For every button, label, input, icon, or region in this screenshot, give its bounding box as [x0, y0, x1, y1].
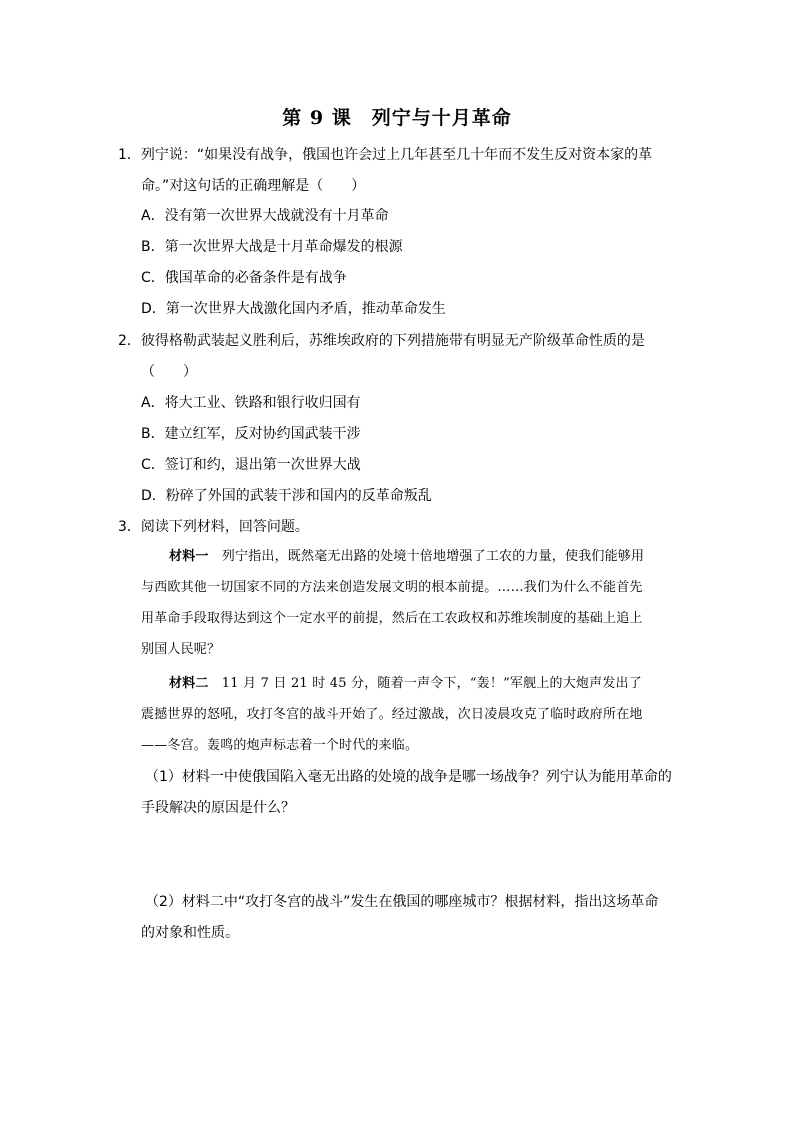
q1-stem-line1: 1．列宁说：“如果没有战争，俄国也许会过上几年甚至几十年而不发生反对资本家的革 — [118, 147, 653, 163]
q2-stem-line1: 2．彼得格勒武装起义胜利后，苏维埃政府的下列措施带有明显无产阶级革命性质的是 — [118, 333, 645, 349]
q1-option-d: D．第一次世界大战激化国内矛盾，推动革命发生 — [141, 301, 446, 317]
subquestion-1-line2: 手段解决的原因是什么？ — [141, 800, 295, 816]
subquestion-2-line2: 的对象和性质。 — [141, 925, 239, 941]
material-2-line1: 材料二 11 月 7 日 21 时 45 分，随着一声令下，“轰！”军舰上的大炮声发出了 — [169, 676, 642, 691]
material-2-line2: 震撼世界的怒吼，攻打冬宫的战斗开始了。经过激战，次日凌晨攻克了临时政府所在地 — [141, 707, 643, 722]
material-1-line4: 别国人民呢？ — [141, 642, 221, 657]
q2-option-c: C．签订和约，退出第一次世界大战 — [141, 457, 361, 473]
subquestion-1-line1: （1）材料一中使俄国陷入毫无出路的处境的战争是哪一场战争？列宁认为能用革命的 — [145, 769, 672, 785]
page-title: 第 9 课 列宁与十月革命 — [282, 107, 512, 129]
material-1-line1: 材料一 列宁指出，既然毫无出路的处境十倍地增强了工农的力量，使我们能够用 — [169, 549, 645, 564]
material-1-line2: 与西欧其他一切国家不同的方法来创造发展文明的根本前提。……我们为什么不能首先 — [141, 580, 643, 595]
material-2-line3: ——冬宫。轰鸣的炮声标志着一个时代的来临。 — [141, 738, 419, 753]
material-2-label: 材料二 — [169, 676, 209, 691]
q1-option-b: B．第一次世界大战是十月革命爆发的根源 — [141, 239, 403, 255]
material-1-line3: 用革命手段取得达到这个一定水平的前提，然后在工农政权和苏维埃制度的基础上追上 — [141, 611, 643, 626]
q2-option-a: A．将大工业、铁路和银行收归国有 — [141, 395, 361, 411]
q1-option-c: C．俄国革命的必备条件是有战争 — [141, 270, 347, 286]
subquestion-2-line1: （2）材料二中“攻打冬宫的战斗”发生在俄国的哪座城市？根据材料，指出这场革命 — [145, 894, 659, 910]
q2-option-d: D．粉碎了外国的武装干涉和国内的反革命叛乱 — [141, 488, 432, 504]
q1-stem-line2: 命。”对这句话的正确理解是（ ） — [141, 178, 366, 194]
q2-stem-line2: （ ） — [141, 364, 197, 380]
q1-option-a: A．没有第一次世界大战就没有十月革命 — [141, 208, 389, 224]
q3-stem: 3．阅读下列材料，回答问题。 — [118, 519, 309, 535]
material-1-label: 材料一 — [169, 549, 209, 564]
q2-option-b: B．建立红军，反对协约国武装干涉 — [141, 426, 361, 442]
